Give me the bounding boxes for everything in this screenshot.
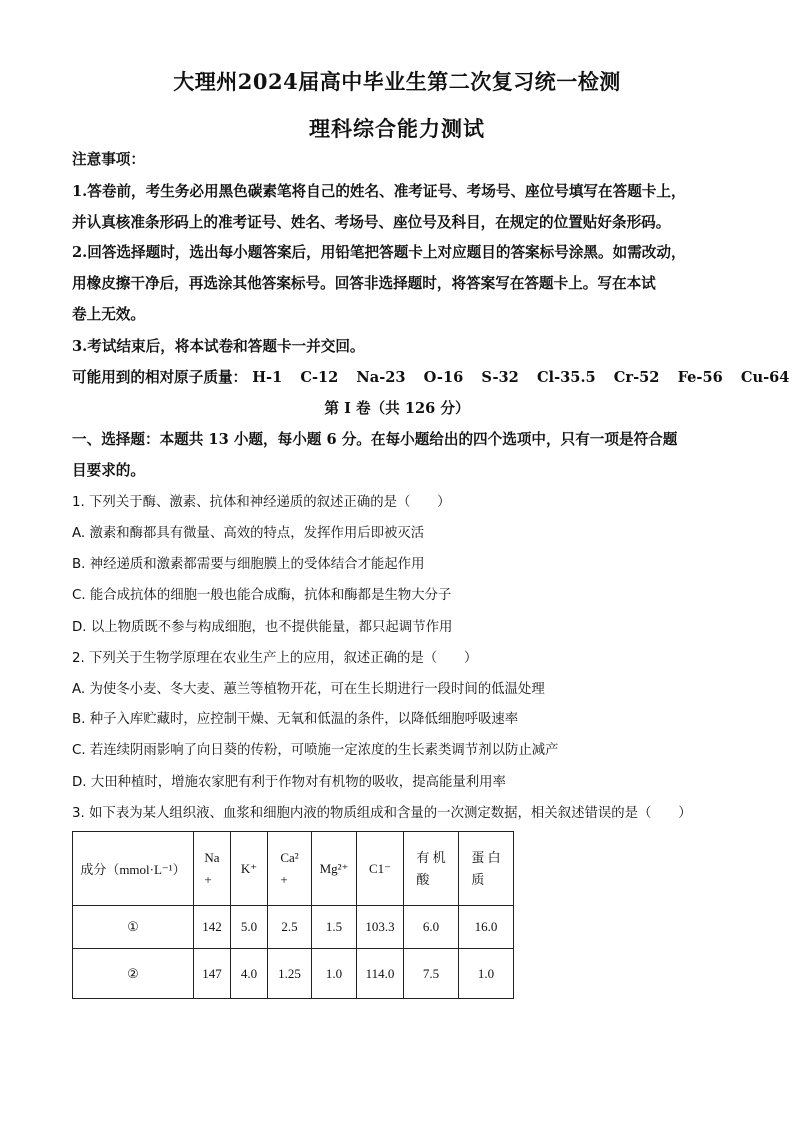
section-instruction-line-2: 目要求的。: [72, 462, 145, 479]
table-cell: 1.0: [459, 949, 514, 999]
question-1-option-a: A. 激素和酶都具有微量、高效的特点，发挥作用后即被灭活: [72, 526, 425, 541]
question-1-option-d: D. 以上物质既不参与构成细胞，也不提供能量，都只起调节作用: [72, 620, 453, 635]
table-cell: ②: [73, 949, 194, 999]
header-organic-acid-line-2: 酸: [416, 871, 430, 887]
table-cell: 4.0: [231, 949, 268, 999]
table-row: [73, 906, 514, 949]
table-header-cell: [312, 832, 357, 906]
atomic-masses-label: 可能用到的相对原子质量：: [72, 369, 248, 386]
table-header-row: [73, 832, 514, 906]
question-2-option-d: D. 大田种植时，增施农家肥有利于作物对有机物的吸收，提高能量利用率: [72, 775, 506, 790]
atomic-mass-item: Na-23: [356, 369, 406, 386]
question-3-stem: 3. 如下表为某人组织液、血浆和细胞内液的物质组成和含量的一次测定数据，相关叙述错误的是（ ）: [72, 806, 692, 821]
table-row: [73, 949, 514, 999]
table-cell: 142: [194, 906, 231, 949]
question-1-option-c: C. 能合成抗体的细胞一般也能合成酶，抗体和酶都是生物大分子: [72, 588, 452, 603]
notice-heading: 注意事项：: [72, 151, 145, 168]
atomic-masses: [72, 368, 794, 388]
atomic-mass-item: Fe-56: [677, 369, 723, 386]
notice-item-2-line-1: 2.回答选择题时，选出每小题答案后，用铅笔把答题卡上对应题目的答案标号涂黑。如需改动，: [72, 244, 686, 261]
table-header-cell: [404, 832, 459, 906]
table-cell: 103.3: [357, 906, 404, 949]
header-k: K⁺: [240, 860, 258, 876]
table-cell: 6.0: [404, 906, 459, 949]
table-cell: 7.5: [404, 949, 459, 999]
table-header-cell: [268, 832, 312, 906]
header-cl: C1⁻: [368, 860, 392, 876]
header-protein-line-1: 蛋 白: [471, 849, 501, 865]
header-ca-line-2: +: [280, 871, 288, 887]
notice-item-2-line-3: 卷上无效。: [72, 306, 145, 323]
table-cell: 114.0: [357, 949, 404, 999]
exam-title: 大理州2024届高中毕业生第二次复习统一检测: [173, 69, 621, 94]
atomic-mass-item: Cu-64: [740, 369, 790, 386]
table-header-cell: [73, 832, 194, 906]
question-2-option-b: B. 种子入库贮藏时，应控制干燥、无氧和低温的条件，以降低细胞呼吸速率: [72, 712, 519, 727]
atomic-mass-item: H-1: [252, 369, 283, 386]
section-instruction-line-1: 一、选择题：本题共 13 小题，每小题 6 分。在每小题给出的四个选项中，只有一项是符合题: [72, 431, 678, 448]
notice-item-1-line-2: 并认真核准条形码上的准考证号、姓名、考场号、座位号及科目，在规定的位置贴好条形码。: [72, 214, 671, 231]
atomic-mass-item: S-32: [481, 369, 519, 386]
question-1-option-b: B. 神经递质和激素都需要与细胞膜上的受体结合才能起作用: [72, 557, 425, 572]
table-cell: ①: [73, 906, 194, 949]
atomic-mass-item: Cr-52: [613, 369, 660, 386]
header-na-line-2: +: [204, 871, 212, 887]
table-header-component: 成分（mmol·L⁻¹）: [80, 862, 186, 877]
notice-item-2-line-2: 用橡皮擦干净后，再选涂其他答案标号。回答非选择题时，将答案写在答题卡上。写在本试: [72, 275, 656, 292]
header-protein-line-2: 质: [471, 871, 485, 887]
question-2-stem: 2. 下列关于生物学原理在农业生产上的应用，叙述正确的是（ ）: [72, 651, 478, 666]
table-cell: 16.0: [459, 906, 514, 949]
header-na-line-1: Na: [204, 849, 220, 865]
notice-item-1-line-1: 1.答卷前，考生务必用黑色碳素笔将自己的姓名、准考证号、考场号、座位号填写在答题卡上，: [72, 183, 686, 200]
table-header-cell: [357, 832, 404, 906]
table-header-cell: [231, 832, 268, 906]
table-header-cell: [459, 832, 514, 906]
exam-subtitle: 理科综合能力测试: [309, 116, 485, 141]
table-cell: 147: [194, 949, 231, 999]
table-cell: 1.5: [312, 906, 357, 949]
question-2-option-c: C. 若连续阴雨影响了向日葵的传粉，可喷施一定浓度的生长素类调节剂以防止减产: [72, 743, 559, 758]
table-cell: 1.0: [312, 949, 357, 999]
notice-item-3: 3.考试结束后，将本试卷和答题卡一并交回。: [72, 338, 365, 355]
atomic-mass-item: C-12: [300, 369, 339, 386]
table-cell: 1.25: [268, 949, 312, 999]
header-mg: Mg²⁺: [319, 860, 349, 876]
question-2-option-a: A. 为使冬小麦、冬大麦、蕙兰等植物开花，可在生长期进行一段时间的低温处理: [72, 682, 545, 697]
atomic-mass-item: Cl-35.5: [536, 369, 596, 386]
composition-table: [72, 831, 514, 999]
table-cell: 2.5: [268, 906, 312, 949]
table-cell: 5.0: [231, 906, 268, 949]
table-header-cell: [194, 832, 231, 906]
header-organic-acid-line-1: 有 机: [416, 849, 446, 865]
section-title: 第 I 卷（共 126 分）: [324, 400, 470, 417]
question-1-stem: 1. 下列关于酶、激素、抗体和神经递质的叙述正确的是（ ）: [72, 495, 451, 510]
atomic-mass-item: O-16: [423, 369, 464, 386]
header-ca-line-1: Ca²: [280, 849, 299, 865]
